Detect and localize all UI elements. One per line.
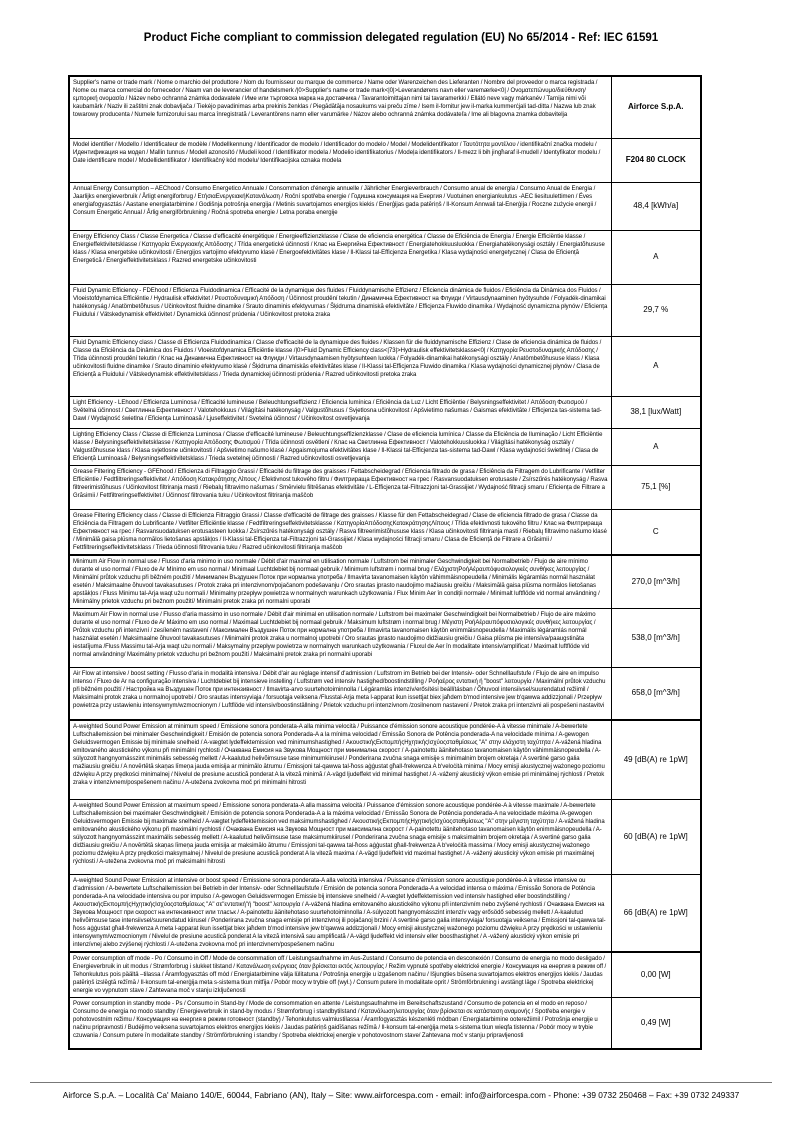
table-row (69, 997, 701, 1049)
table-row (69, 720, 701, 799)
table-row (69, 555, 701, 609)
row-description: A-weighted Sound Power Emission at maximum speed / Emissione sonora ponderata-A alla massima velocità / Puissance d'émission sonore acoustique pondérée-A à vitesse maximale / A-bewertete Luftschallemission bei maximaler Geschwindigkeit / Emisión de potencia sonora Ponderada-A a la máxima velocidad / Emissão Sonora de Potência ponderada-A na velocidade máxima /A-gewogen Geluidsvermogen Emissie bij maximale snelheid / A-vægtet lydeffektemission ved maksimumshastighed / ΑκουστικήςΕκπομπήςΗχητικήςΙσχύοςσταθμίσεως "A" στην μέγιστη ταχύτητα / A-vážená hladina emitovaného akustického výkonu při maximální rychlosti / Очаквана Емисия на Звукова Мощност при максимална скорост / A-painotettu äänitehotaso tavanomaisen käytön enimmäisnopeudella / A-súlyozott hangnyomásszint maximális sebesség mellett / A-kaalutud helivõimsuse tase maksimumkiirusel / Ponderirana zvučna snaga emisije s maksimalnim brojem okretaja / A svertinė garso galia didžiausiu greičiu / A novērtētā skaņas līmeņa jauda emisija ar maksimālo ātrumu / Emissjoni tal-qawwa tal-ħoss aġġustat għall-frekwenza A b'veloċità massima / Mocy emisji akustycznej ważonego poziomu dźwięku A przy prędkości maksymalnej / Nivelul de presiune acustică ponderat A la viteză maxima / A-vägd ljudeffekt vid maximal hastighet / A -vážený akustický výkon emisie pri maximálnej rýchlosti / A-utežena zvokovna moč pri maksimalni hitrosti (69, 799, 611, 874)
row-value: 38,1 [lux/Watt] (611, 396, 701, 428)
row-value: 0,49 [W] (611, 997, 701, 1049)
fiche-table-body (69, 76, 701, 1049)
row-value: 658,0 [m^3/h] (611, 667, 701, 720)
row-description: Model identifier / Modello / Identificateur de modèle / Modellkennung / Identificador de modelo / Identificador do modelo / Model / Modelidentifikator / Ταυτότητα μοντέλου / identifikační značka modelu / Идентификация на модел / Mallin tunnus / Modell azonosító / Mudeli kood / Identifikator modela / Modelio identifikatorius / Modeļa identifikators / Il-mezz li bih jingħaraf il-mudell / Identyfikator modelu / Date identificare model / Modellidentifikator / Identifikačný kód modelu/ Identifikacijska oznaka modela (69, 138, 611, 182)
table-row (69, 284, 701, 336)
row-value: 270,0 [m^3/h] (611, 555, 701, 609)
row-description: Fluid Dynamic Efficiency - FDEhood / Efficienza Fluidodinamica / Efficacité de la dynamique des fluides / Fluiddynamische Effizienz / Eficiencia dinámica de fluidos / Eficiência da Dinâmica dos Fluidos / Vloeistofdynamica Efficiëntie / Hydraulisk effektivitet / Ρευστοδυναμική Απόδοση / Účinnost proudění tekutin / Динамична Ефективност на Флуиди / Virtausdynaaminen hyötysuhde / Folyadék-dinamikai hatékonyság / Anatömbetõhusus / Učinkovitost fluidne dinamike / Srauto dinaminis efektyvumas / Šķidruma dinamiskā efektivitāte / Efficjenza Fluwido dinamika / Wydajność dynamiczna płynów / Eficiența Fluidului / Vätskedynamisk effektivitet / Dynamická účinnosť prúdenia / Učinkovitost pretoka zraka (69, 284, 611, 336)
row-description: Grease Filtering Efficiency - GFEhood / Efficienza di Filtraggio Grassi / Efficacité du filtrage des graisses / Fettabscheidegrad / Eficiencia filtrado de grasa / Eficiência da Filtragem do Lubrificante / Vetfilter Efficiëntie / Fedtfiltreringseffektivitet / Απόδοση Κατακράτησης Λίπους / Efektivnost tukového filtru / Филтрираща Ефективност на грес / Rasvansuodatuksen erotusaste / Zsírszűrés hatékonyság / Rasva filtreerimistõhusus / Učinkovitost filtriranja masti / Riebalų filtravimo našumas / Smērvielu filtrēšanas efektivitāte / L-Efficjenza tal-Filtrazzjoni tal-Grassijiet / Wydajność filtracji smaru / Eficiența de Filtrare a Grăsimii / Fettfiltreringseffektivitet / Účinnosť filtrovania tuku / Učinkovitost filtriranja maščob (69, 465, 611, 509)
row-description: Power consumption off mode - Po / Consumo in Off / Mode de consommation off / Leistungsaufnahme im Aus-Zustand / Consumo de potencia en desconexión / Consumo de energia no modo desligado / Energieverbruik in uit modus / Strømforbrug i slukket tilstand / Κατανάλωση ενέργειας όταν βρίσκεται εκτός λειτουργίας / Režim vypnuté spotřeby elektrické energie / Консумация на енергия в режим off / Tehonkulutus pois päältä –tilassa / Áramfogyasztás off mód / Energiatarbimine välja lülitatuna / Potrošnja energije u izgašenom načinu / Išjungties būsena suvartojamos elektros energijos kiekis / Jaudas patēriņš izslēgtā režīmā / Il-konsum tal-enerġija meta s-sistema tkun mitfija / Pobór mocy w trybie off (wył.) / Consum putere în modalitate oprit / Strömförbrukning i avstängt läge / Spotreba elektrickej energie vo vypnutom stave / Zahtevana moč v stanju izključenosti (69, 952, 611, 998)
table-row (69, 396, 701, 428)
row-description: Energy Efficiency Class / Classe Energetica / Classe d'efficacité énergétique / Energieeffizienzklasse / Clase de eficiencia energética / Classe de Eficiência de Energia / Energie Efficiëntie klasse / Energieffektivitetsklasse / Κατηγορία Ενεργειακής Απόδοσης / Třída energetické účinnosti / Клас на Енергийна Ефективност / Energiatehokkuusluokka / Energiahatékonysági osztály / Energiatõhususe klass / Klasa energetske učinkovitosti / Energijos vartojimo efektyvumo klasė / Energoefektivitātes klase / Il-Klassi tal-Efficjenza Energetika / Klasa wydajności energetycznej / Clasa de Eficiență Energetică / Energieffektivitetsklass / Razred energetske učinkovitosti (69, 230, 611, 284)
table-row (69, 952, 701, 998)
row-value: 60 [dB(A) re 1pW] (611, 799, 701, 874)
row-value: 75,1 [%] (611, 465, 701, 509)
row-value: 29,7 % (611, 284, 701, 336)
row-value: 66 [dB(A) re 1pW] (611, 874, 701, 952)
table-row (69, 799, 701, 874)
row-value: A (611, 428, 701, 465)
row-description: Power consumption in standby mode - Ps / Consumo in Stand-by / Mode de consommation en attente / Leistungsaufnahme im Bereitschaftszustand / Consumo de potencia en el modo en reposo / Consumo de energia no modo standby / Energieverbruik in stand-by modus / Strømforbrug i standbytilstand / Κατανάλωσηλειτουργίας όταν βρίσκεται σε κατάσταση αναμονής / Spotřeba energie v pohotovostním režimu / Консумация на енергия в режим готовност (standby) / Tehonkulutus valmiustilassa / Áramfogyasztás készenléti módban / Energiatarbimine ooterežiimil / Potrošnja energije u načinu pripravnosti / Budėjimo veiksena suvartojamos elektros energijos kiekis / Jaudas patēriņš gaidīšanas režīmā / Il-konsum tal-enerġija meta s-sistema tkun wieqfa tistenna / Pobór mocy w trybie czuwania / Consum putere în modalitate standby / Strömförbrukning i standby / Spotreba elektrickej energie v pohotovostnom stave/ Zahtevana moč v stanju pripravljenosti (69, 997, 611, 1049)
row-value: A (611, 230, 701, 284)
table-row (69, 465, 701, 509)
row-value: Airforce S.p.A. (611, 76, 701, 138)
row-value: 538,0 [m^3/h] (611, 608, 701, 667)
fiche-table (68, 75, 702, 1050)
row-description: Supplier's name or trade mark / Nome o marchio del produttore / Nom du fournisseur ou marque de commerce / Name oder Warenzeichen des Lieferanten / Nombre del proveedor o marca registrada / Nome ou marca comercial do fornecedor / Naam van de leverancier of handelsmerk /|0>Supplier's name or trade mark<|0|>Leverandørens navn eller varemærke<0| / Ονοματεπώνυμο/διεύθυνση/εμπορική ονομασία / Název nebo ochranná známka dodavatele / Име или търговска марка на доставчика / Tavarantoimittajan nimi tai tavaramerkki / Ellátó neve vagy márkanév / Tarnija nimi või kaubamärk / Naziv ili zaštitni znak dobavljača / Tiekėjo pavadinimas arba prekinis ženklas / Piegādātāja nosaukums vai preču zīme / Isem il-fornitur jew il-marka kummerċjali tad-ditta / Nazwa lub znak towarowy producenta / Numele furnizorului sau marca înregistrată / Leverantörens namn eller varumärke / Názov alebo ochranná známka dodávateľa / Ime ali blagovna znamka dobavitelja (69, 76, 611, 138)
table-row (69, 667, 701, 720)
row-description: Minimum Air Flow in normal use / Flusso d'aria minimo in uso normale / Débit d'air maximal en utilisation normale / Luftstrom bei minimaler Geschwindigkeit bei Normalbetrieb / Flujo de aire mínimo durante el uso normal / Fluxo de Ar Mínimo em uso normal / Minimaal Luchtdebiet bij normaal gebruik / Minimum luftstrøm i normal brug / ΕλάχιστηΡοήΑέραυπόφυσιολογικές συνθήκες λειτουργίας / Minimální průtok vzduchu při běžném použití / Минимален Въздушен Поток при нормална употреба / Ilmavirta tavanomaisen käytön vähimmäisnopeudella / Minimális légáramlás normál használat esetén / Maksimaalne õhuvool tavakasutuses / Protok zraka pri intenzivnom/pojačanom podešavanju / Oro srautas įprasto naudojimo mažiausiu greičiu / Maksimālā gaisa plūsma normālos lietošanas apstākļos / Fluss Minimu tal-Arja waqt użu normali / Minimalny przepływ powietrza w normalnych warunkach użytkowania / Flux Minim Aer în condiții normale / Minimalt luftflöde vid normal användning / Minimálny prietok vzduchu pri bežnom použití/ Minimalni pretok zraka pri normalni uporabi (69, 555, 611, 609)
row-value: A (611, 336, 701, 396)
table-row (69, 874, 701, 952)
row-value: 49 [dB(A) re 1pW] (611, 720, 701, 799)
row-description: Annual Energy Consumption – AEChood / Consumo Energetico Annuale / Consommation d'énergie annuelle / Jährlicher Energieverbrauch / Consumo anual de energía / Consumo Anual de Energia / Jaarlijks energieverbruik / Årligt energiforbrug / ΕτήσιαΕνεργειακήΚατανάλωση / Roční spotřeba energie / Годишна консумация на Енергия / Vuotuinen energiankulutus -AEC liesituulettimen / Éves energiafogyasztás / Aastane energiatarbimine / Godišnja potrošnja energija / Metinis suvartojamos energijos kiekis / Enerģijas gada patēriņš / Il-Konsum Annwali tal-Enerġija / Roczne zużycie energii / Consum Energetic Annual / Årlig energiförbrukning / Ročná spotreba energie / Letna poraba energije (69, 182, 611, 230)
table-row (69, 182, 701, 230)
table-row (69, 230, 701, 284)
page-title: Product Fiche compliant to commission delegated regulation (EU) No 65/2014 - Ref: IEC 61591 (143, 32, 659, 44)
table-row (69, 138, 701, 182)
table-row (69, 336, 701, 396)
row-description: A-weighted Sound Power Emission at intensive or boost speed / Emissione sonora ponderata-A alla velocità intensiva / Puissance d'émission sonore acoustique pondérée-A à vitesse intensive ou d'admission / A-bewertete Luftschallemission bei Betrieb in der Intensiv- oder Schnelllaufstufe / Emisión de potencia sonora Ponderada-A a velocidad intensa o máxima / Emissão Sonora de Potência ponderada-A na velocidade intensiva ou por impulso / A-gewogen Geluidsvermogen Emissie bij intensieve snelheid / A-vægtet lydeffektemission ved intensiv hastighed eller boostindstilling / ΑκουστικήςΕκπομπήςΗχητικήςΙσχύοςσταθμίσεως "A" σε"εντατική"ή "boost" λειτουργία / A-vážená hladina emitovaného akustického výkonu při intenzivním nebo zvýšené rychlosti / Очаквана Емисия на Звукова Мощност при скорост на интензивност или тласък / A-painotettu äänitehotaso suurtehotoiminnolla / A-súlyozott hangnyomásszint intenzív vagy erősödő sebesség mellett / A-kaalutud helivõimsuse tase intensiivsel/suurendatud kiirusel / Ponderirana zvučna snaga emisije pri intenzivnoj ili pojačanoj brzini / A svertinė garso galia intensyviąja/ forsuotąja veiksena / Emissjoni tal-qawwa tal-ħoss aġġustat għall-frekwenza A meta l-apparat ikun issettjat biex jaħdem b'mod intensive jew b'qawwa addizzjonali / Mocy emisji akustycznej ważonego poziomu dźwięku A przy prędkości w ustawieniu intensywnym/wzmocnionym / Nivelul de presiune acustică ponderat A la viteză intensivă sau amplificată / A-vägd ljudeffekt vid intensiv eller boosthastighet / A -vážený akustický výkon emisie pri intenzívnej alebo zvýšenej rýchlosti / A-utežena zvokovna moč pri intenzivnem/pospešenem načinu (69, 874, 611, 952)
table-row (69, 76, 701, 138)
footer-separator-line (30, 1082, 772, 1083)
table-row (69, 509, 701, 555)
row-description: Fluid Dynamic Efficiency class / Classe di Efficienza Fluidodinamica / Classe d'efficacité de la dynamique des fluides / Klassen für die fluiddynamische Effizienz / Clase de eficiencia dinámica de fluidos / Classe da Eficiência da Dinâmica dos Fluidos / Vloeistofdynamica Efficiëntie klasse /|0>Fluid Dynamic Efficiency class<|73|>Hydraulisk effektivitetsklasse<0| / Κατηγορία Ρευστοδυναμικής Απόδοσης / Třída účinnosti proudění tekutin / Клас на Динамична Ефективност на Флуиди / Virtausdynaamisen hyötysuhteen luokka / Folyadék-dinamikai hatékonysági osztály / Anatömbetõhususe klass / Klasa učinkovitosti fluidne dinamike / Srauto dinaminio efektyvumo klasė / Šķidruma dinamiskās efektivitātes klase / Il-Klassi tal-Efficjenza Fluwido dinamika / Klasa wydajności dynamicznej płynów / Clasa de Eficiență a Fluidului / Vätskedynamisk effektivitetsklass / Trieda dynamickej účinnosti prúdenia / Razred učinkovitosti pretoka zraka (69, 336, 611, 396)
row-value: C (611, 509, 701, 555)
table-row (69, 428, 701, 465)
page-footer: Airforce S.p.A. – Località Ca' Maiano 140/E, 60044, Fabriano (AN), Italy – Site: www.airforcespa.com - email: info@airforcespa.com - Phone: +39 0732 250468 – Fax: +39 0732 249337 (62, 1090, 740, 1100)
row-value: 0,00 [W] (611, 952, 701, 998)
row-value: F204 80 CLOCK (611, 138, 701, 182)
row-description: A-weighted Sound Power Emission at minimum speed / Emissione sonora ponderata-A alla minima velocità / Puissance d'émission sonore acoustique pondérée-A à vitesse minimale / A-bewertete Luftschallemission bei minimaler Geschwindigkeit / Emisión de potencia sonora Ponderada-A a la mínima velocidad / Emissão Sonora de Potência ponderada-A na velocidade mínima / A-gewogen Geluidsvermogen Emissie bij minimale snelheid / A-vægtet lydeffektemission ved minimumshastighed / ΑκουστικήςΕκπομπήςΗχητικήςΙσχύοςσταθμίσεως "A" στην ελάχιστη ταχύτητα / A-vážená hladina emitovaného akustického výkonu při minimální rychlosti / Очаквана Емисия на Звукова Мощност при минимална скорост / A-painotettu äänitehotaso tavanomaisen käytön vähimmäisnopeudella / A-súlyozott hangnyomásszint minimális sebesség mellett / A-kaalutud helivõimsuse tase minimumkiirusel / Ponderirana zvučna snaga emisije s minimalnim brojem okretaja / A svertinė garso galia mažiausiu greičiu / A novērtētā skaņas līmeņa jauda emisija ar minimālo ātrumu / Emissjoni tal-qawwa tal-ħoss aġġustat għall-frekwenza A b'veloċità minima / Mocy emisji akustycznej ważonego poziomu dźwięku A przy prędkości minimalnej / Nivelul de presiune acustică ponderat A la viteză minimă / A-vägd ljudeffekt vid minimal hastighet / A -vážený akustický výkon emisie pri minimálnej rýchlosti / Pretok zraka v intenzivnem/pospešenem načinu / A-utežena zvokovna moč pri minimalni hitrosti (69, 720, 611, 799)
table-row (69, 608, 701, 667)
row-description: Maximum Air Flow in normal use / Flusso d'aria massimo in uso normale / Débit d'air minimal en utilisation normale / Luftstrom bei maximaler Geschwindigkeit bei Normalbetrieb / Flujo de aire máximo durante el uso normal / Fluxo de Ar Máximo em uso normal / Maximaal Luchtdebiet bij normaal gebruik / Maksimum luftstrøm i normal brug / Μέγιστη ΡοήΑέραυπόφυσιολογικές συνθήκες λειτουργίας / Průtok vzduchu při intenzivní / zesíleném nastavení / Максимален Въздушен Поток при нормална употреба / Ilmavirta tavanomaisen käytön enimmäisnopeudella / Maximális légáramlás normál használat esetén / Maksimaalne õhuvool tavakasutuses / Minimalni protok zraka u normalnoj upotrebi / Oro srautas įprasto naudojimo didžiausiu greičiu / Gaisa plūsma pie intensīva/paaugstināta iestatījuma /Fluss Massimu tal-Arja waqt użu normali / Maksymalny przepływ powietrza w normalnych warunkach użytkowania / Fluxul de Aer în modalitate intensiv/amplificat / Maximalt luftflöde vid normal användning/ Maximálny prietok vzduchu pri bežnom použití / Maksimalni pretok zraka pri normalni uporabi (69, 608, 611, 667)
row-description: Grease Filtering Efficiency class / Classe di Efficienza Filtraggio Grassi / Classe d'efficacité de filtrage des graisses / Klasse für den Fettabscheidegrad / Clase de eficiencia filtrado de grasa / Classe da Eficiência da Filtragem do Lubrificante / Vetfilter Efficiëntie klasse / Fedtfiltreringseffektivitetsklasse / ΚατηγορίαΑπόδοσηςΚατακράτησηςΛίπους / Třída efektivnosti tukového filtru / Клас на Филтрираща Ефективност на грес / Rasvansuodatuksen erotusasteen luokka / Zsírszűrés hatékonysági osztály / Rasva filtreerimistõhususe klass / Klasa učinkovitosti filtriranja masti / Riebalų filtravimo našumo klasė / Minimālā gaisa plūsma normālos lietošanas apstākļos / Il-Klassi tal-Efficjenza tal-Filtrazzjoni tal-Grassijiet / Klasa wydajności filtracji smaru / Clasa de Eficiență de Filtrare a Grăsimii / Fettfiltreringseffektivitetsklass / Trieda účinnosti filtrovania tuku / Razred učinkovitosti filtriranja maščob (69, 509, 611, 555)
row-description: Lighting Efficiency Class / Classe di Efficienza Luminosa / Classe d'efficacité lumineuse / Beleuchtungseffizienzklasse / Clase de eficiencia lumínica / Classe da Eficiência de Iluminação / Licht Efficiëntie klasse / Belysningseffektivitetsklasse / Κατηγορία Απόδοσης Φωτισμού / Třída účinnosti osvětlení / Клас на Светлинна Ефективност / Valotehokkuusluokka / Világítási hatékonyság osztály / Valgustõhususe klass / Klasa svjetlosne učinkovitosti / Apšvietimo našumo klasė / Apgaismojuma efektivitātes klase / Il-Klassi tal-Efficjenza tas-sistema tad-Dawl / Klasa wydajności świetlnej / Clasa de Eficiență Luminoasă / Belysningseffektivitetsklass / Trieda svetelnej účinnosti / Razred učinkovitosti osvetljevanja (69, 428, 611, 465)
row-description: Air Flow at intensive / boost setting / Flusso d'aria in modalità intensiva / Débit d'air au réglage intensif d'admission / Luftstrom im Betrieb bei der Intensiv- oder Schnelllaufstufe / Flujo de aire en impulso intenso / Fluxo de Ar na configuração intensiva / Luchtdebiet bij intensieve instelling / Luftstrøm ved intensiv hastighed/boostindstilling / Ροήαέρος εντατική ή "boost" λειτουργία / Maximální průtok vzduchu při běžném použití / Настройка на Въздушен Поток при интензивност / Ilmavirta-arvo suurtehotoiminnolla / Légáramlás intenzív/erősítési beállításban / Õhuvool intensiivsel/suurendatud režiimil / Maksimalni protok zraka u normalnoj upotrebi / Oro srautas intensyviąja / forsuotąja veiksena /Flusstal-Arja meta l-apparat ikun issettjat biex jaħdem b'mod intensive jew b'qawwa addizzjonali / Przepływ powietrza przy ustawieniu intensywnym/wzmocnionym / Luftflöde vid intensiv/boostinställning / Prietok vzduchu pri intenzívnom /zosilnenom nastavení / Pretok zraka pri intenzivni ali pospešeni nastavitvi (69, 667, 611, 720)
row-description: Light Efficiency - LEhood / Efficienza Luminosa / Efficacité lumineuse / Beleuchtungseffizienz / Eficiencia lumínica / Eficiência da Luz / Licht Efficiëntie / Belysningseffektivitet / Απόδοση Φωτισμού / Světelná účinnost / Светлинна Ефективност / Valotehokkuus / Világítási hatékonyság / Valgustõhusus / Svjetlosna učinkovitost / Apšvietimo našumas / Gaismas efektivitāte / Efficjenza tas-sistema tad-Dawl / Wydajność świetlna / Eficiența Luminoasă / Ljuseffektivitet / Svetelná účinnosť / Učinkovitost osvetljevanja (69, 396, 611, 428)
row-value: 48,4 [kWh/a] (611, 182, 701, 230)
